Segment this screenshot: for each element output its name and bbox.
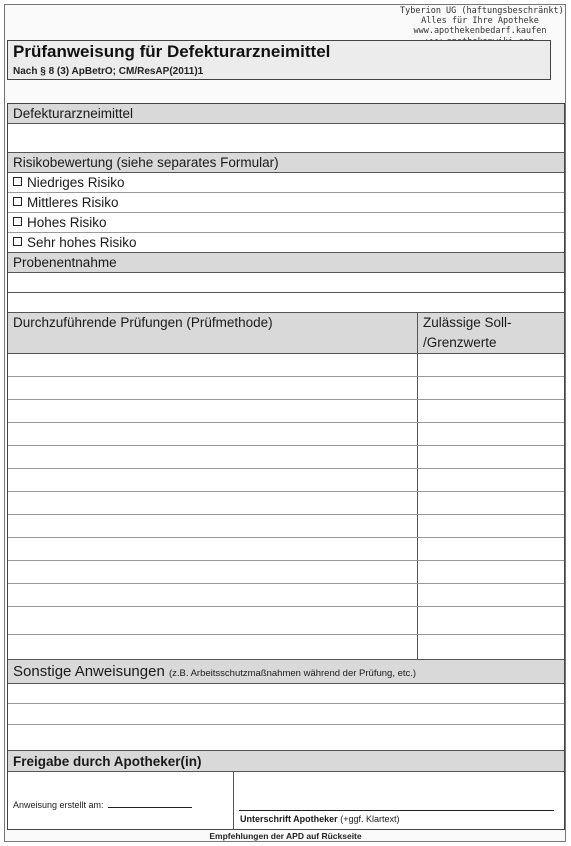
checkbox-icon[interactable] xyxy=(13,177,22,186)
publisher-tagline: Alles für Ihre Apotheke xyxy=(421,16,539,27)
footer-note: Empfehlungen der APD auf Rückseite xyxy=(209,831,362,841)
risk-option-row[interactable] xyxy=(8,233,564,253)
signature-label: Unterschrift Apotheker xyxy=(240,814,338,824)
sampling-header-row xyxy=(8,253,564,273)
other-hint: (z.B. Arbeitsschutzmaßnahmen während der Prüfung, etc.) xyxy=(168,668,417,679)
release-header-row xyxy=(8,751,564,772)
sampling-input-row[interactable] xyxy=(8,273,564,293)
release-signature-row xyxy=(8,772,564,829)
tests-row[interactable] xyxy=(8,515,564,538)
tests-row[interactable] xyxy=(8,538,564,561)
form-table xyxy=(7,103,565,830)
sampling-input-row[interactable] xyxy=(8,293,564,313)
release-label: Freigabe durch Apotheker(in) xyxy=(13,754,202,769)
defektur-header-row xyxy=(8,104,564,124)
other-header-row xyxy=(8,660,564,684)
defektur-label: Defekturarzneimittel xyxy=(13,106,134,121)
tests-row[interactable] xyxy=(8,607,564,635)
risk-option-row[interactable] xyxy=(8,193,564,213)
checkbox-icon[interactable] xyxy=(13,237,22,246)
risk-label: Risikobewertung (siehe separates Formular) xyxy=(13,155,279,170)
publisher-link-1[interactable]: www.apothekenbedarf.kaufen xyxy=(413,26,547,37)
page-subtitle: Nach § 8 (3) ApBetrO; CM/ResAP(2011)1 xyxy=(13,66,204,77)
tests-row[interactable] xyxy=(8,492,564,515)
tests-label: Durchzuführende Prüfungen (Prüfmethode) xyxy=(13,315,273,330)
other-input-row[interactable] xyxy=(8,704,564,725)
tests-row[interactable] xyxy=(8,469,564,492)
risk-option-row[interactable] xyxy=(8,213,564,233)
tests-header-row xyxy=(8,313,564,354)
other-label: Sonstige Anweisungen xyxy=(13,663,165,680)
tests-row[interactable] xyxy=(8,584,564,607)
risk-option-row[interactable] xyxy=(8,173,564,193)
limits-label-line-2: /Grenzwerte xyxy=(423,335,497,350)
risk-header-row xyxy=(8,153,564,173)
risk-option-medium: Mittleres Risiko xyxy=(27,195,119,210)
checkbox-icon[interactable] xyxy=(13,217,22,226)
checkbox-icon[interactable] xyxy=(13,197,22,206)
signature-hint: (+ggf. Klartext) xyxy=(340,814,400,824)
limits-label-line-1: Zulässige Soll- xyxy=(423,315,512,330)
created-date-label: Anweisung erstellt am: xyxy=(13,800,104,810)
risk-option-very-high: Sehr hohes Risiko xyxy=(27,235,137,250)
sampling-label: Probenentnahme xyxy=(13,255,117,270)
page-title: Prüfanweisung für Defekturarzneimittel xyxy=(13,42,331,61)
other-input-row[interactable] xyxy=(8,725,564,751)
tests-row[interactable] xyxy=(8,400,564,423)
defektur-input-row[interactable] xyxy=(8,124,564,153)
signature-line[interactable] xyxy=(239,810,554,811)
other-input-row[interactable] xyxy=(8,684,564,704)
tests-row[interactable] xyxy=(8,423,564,446)
tests-row[interactable] xyxy=(8,354,564,377)
tests-row[interactable] xyxy=(8,635,564,660)
release-column-divider xyxy=(233,772,234,829)
tests-row[interactable] xyxy=(8,561,564,584)
tests-row[interactable] xyxy=(8,446,564,469)
publisher-company: Tyberion UG (haftungsbeschränkt) xyxy=(400,6,564,16)
tests-row[interactable] xyxy=(8,377,564,400)
risk-option-high: Hohes Risiko xyxy=(27,215,107,230)
risk-option-low: Niedriges Risiko xyxy=(27,175,125,190)
created-date-field[interactable] xyxy=(108,807,192,808)
